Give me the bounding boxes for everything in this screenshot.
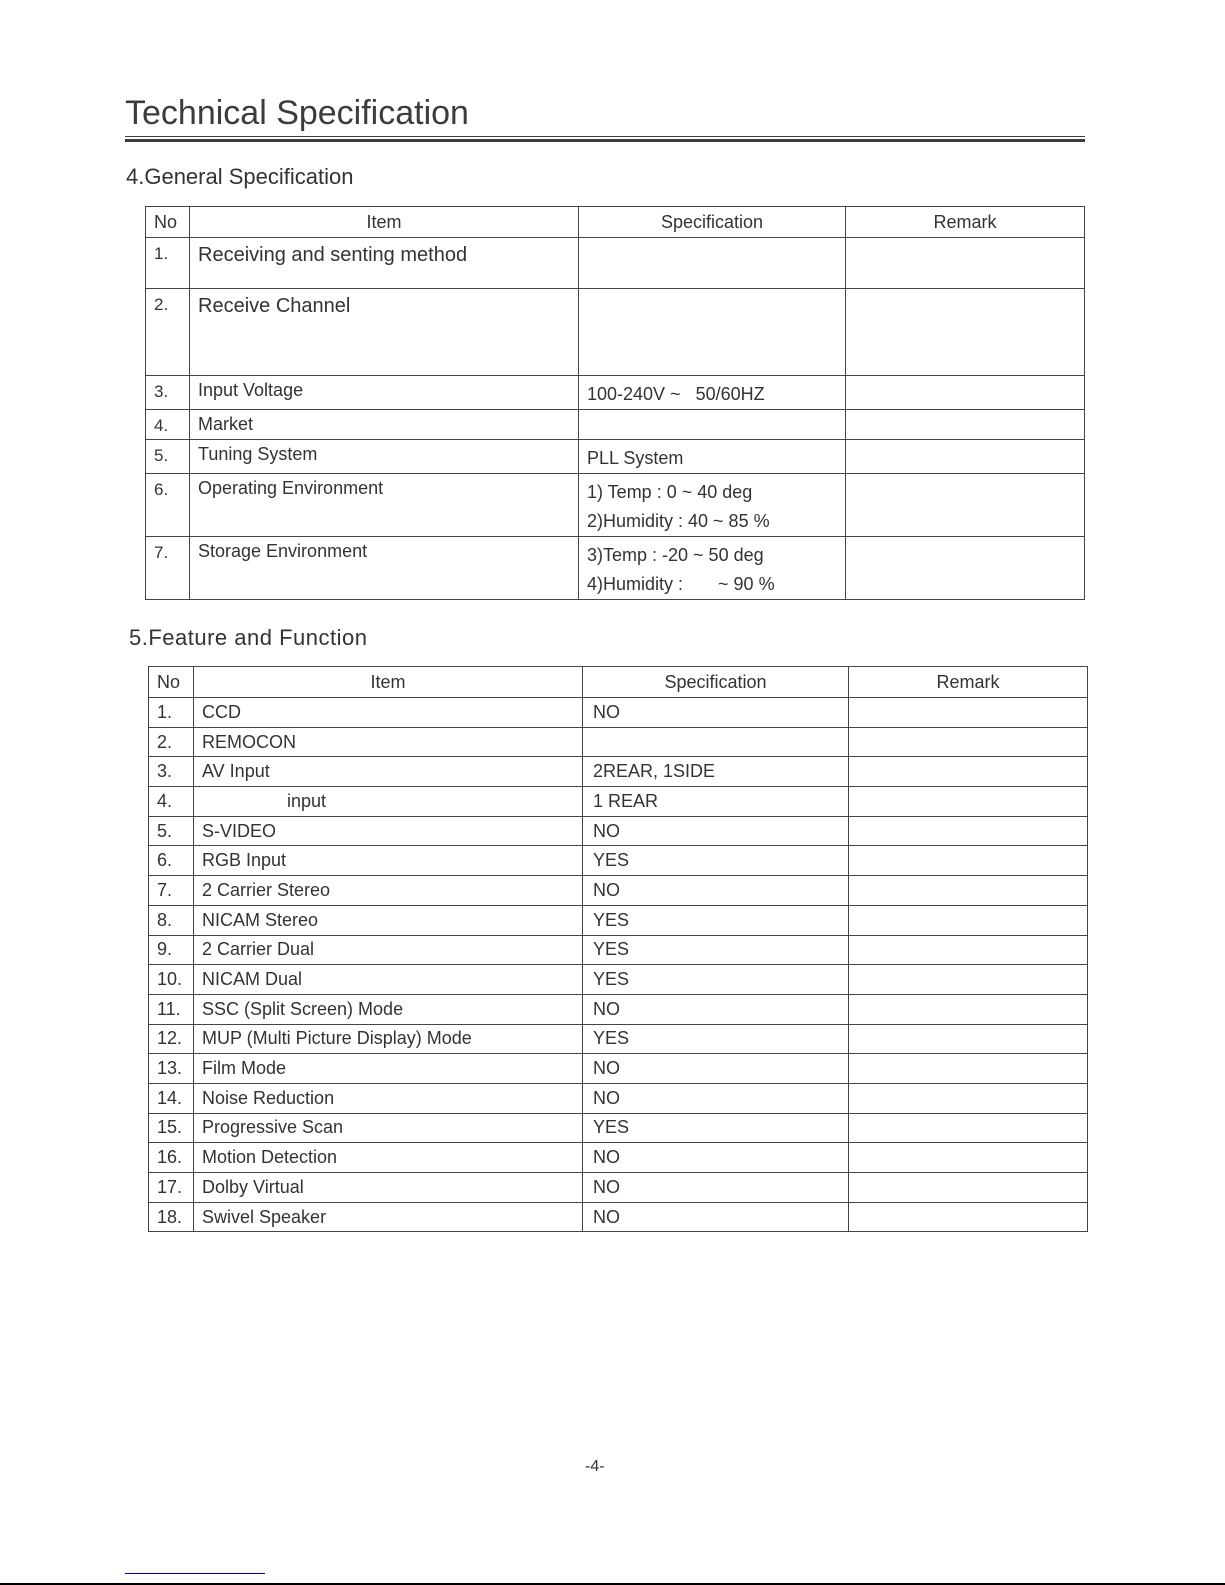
row-spec: YES	[583, 846, 849, 876]
row-no: 9.	[149, 935, 194, 965]
row-remark	[849, 1143, 1088, 1173]
row-remark	[849, 846, 1088, 876]
row-no: 6.	[149, 846, 194, 876]
row-no: 10.	[149, 965, 194, 995]
row-item: AV Input	[194, 757, 583, 787]
header-remark: Remark	[849, 667, 1088, 698]
table-row	[149, 1113, 1088, 1143]
header-spec: Specification	[579, 207, 846, 238]
table-row	[149, 876, 1088, 906]
row-no: 8.	[149, 905, 194, 935]
row-item: Receive Channel	[190, 289, 579, 376]
page-title: Technical Specification	[125, 94, 469, 132]
header-spec: Specification	[583, 667, 849, 698]
row-spec	[579, 376, 846, 410]
table-row	[149, 727, 1088, 757]
row-spec: NO	[583, 994, 849, 1024]
table-row	[149, 698, 1088, 728]
row-spec: NO	[583, 816, 849, 846]
table-row	[149, 1202, 1088, 1232]
row-spec: NO	[583, 1173, 849, 1203]
row-remark	[846, 238, 1085, 289]
row-remark	[846, 537, 1085, 600]
row-spec: NO	[583, 876, 849, 906]
row-item: Operating Environment	[190, 474, 579, 537]
table-row	[146, 440, 1085, 474]
row-no: 7.	[146, 537, 190, 600]
row-spec: 2REAR, 1SIDE	[583, 757, 849, 787]
feature-table	[148, 666, 1088, 1232]
row-item: Receiving and senting method	[190, 238, 579, 289]
row-remark	[849, 1054, 1088, 1084]
spec-line: PLL System	[587, 448, 684, 468]
row-item: S-VIDEO	[194, 816, 583, 846]
spec-line: 100-240V ~ 50/60HZ	[587, 384, 765, 404]
row-remark	[849, 1024, 1088, 1054]
row-item: input	[194, 787, 583, 817]
header-item: Item	[190, 207, 579, 238]
row-spec: NO	[583, 1202, 849, 1232]
row-no: 3.	[146, 376, 190, 410]
row-spec: YES	[583, 1024, 849, 1054]
table-row	[149, 905, 1088, 935]
table-header	[146, 207, 1085, 238]
table-row	[149, 935, 1088, 965]
row-no: 2.	[149, 727, 194, 757]
row-no: 18.	[149, 1202, 194, 1232]
row-remark	[849, 1083, 1088, 1113]
row-spec	[579, 410, 846, 440]
title-rule-thick	[125, 139, 1085, 142]
row-item: MUP (Multi Picture Display) Mode	[194, 1024, 583, 1054]
header-no: No	[146, 207, 190, 238]
general-spec-heading: 4.General Specification	[126, 164, 354, 189]
row-spec: YES	[583, 965, 849, 995]
row-item: RGB Input	[194, 846, 583, 876]
row-item: Motion Detection	[194, 1143, 583, 1173]
spec-line-2: 4)Humidity : ~ 90 %	[587, 574, 775, 594]
row-item: SSC (Split Screen) Mode	[194, 994, 583, 1024]
row-spec: NO	[583, 698, 849, 728]
row-item: Progressive Scan	[194, 1113, 583, 1143]
row-remark	[849, 1173, 1088, 1203]
row-item: Film Mode	[194, 1054, 583, 1084]
row-remark	[849, 935, 1088, 965]
row-spec: NO	[583, 1083, 849, 1113]
table-row	[149, 994, 1088, 1024]
row-remark	[846, 440, 1085, 474]
table-row	[146, 238, 1085, 289]
table-row	[149, 1083, 1088, 1113]
row-no: 3.	[149, 757, 194, 787]
row-no: 15.	[149, 1113, 194, 1143]
table-row	[149, 787, 1088, 817]
row-item: Tuning System	[190, 440, 579, 474]
row-spec: NO	[583, 1143, 849, 1173]
page-number: -4-	[585, 1458, 605, 1475]
row-item: Dolby Virtual	[194, 1173, 583, 1203]
table-row	[149, 816, 1088, 846]
row-no: 5.	[149, 816, 194, 846]
row-spec	[579, 289, 846, 376]
row-no: 5.	[146, 440, 190, 474]
title-rule	[125, 136, 1085, 137]
row-remark	[849, 757, 1088, 787]
row-remark	[846, 376, 1085, 410]
table-header	[149, 667, 1088, 698]
table-row	[149, 965, 1088, 995]
table-row	[149, 1173, 1088, 1203]
table-row	[146, 474, 1085, 537]
spec-line-2: 2)Humidity : 40 ~ 85 %	[587, 511, 770, 531]
header-no: No	[149, 667, 194, 698]
table-row	[146, 376, 1085, 410]
row-no: 12.	[149, 1024, 194, 1054]
row-spec	[579, 474, 846, 537]
row-no: 4.	[149, 787, 194, 817]
row-remark	[849, 787, 1088, 817]
row-remark	[849, 1113, 1088, 1143]
row-item: 2 Carrier Dual	[194, 935, 583, 965]
row-remark	[849, 905, 1088, 935]
row-spec	[579, 537, 846, 600]
row-item: NICAM Stereo	[194, 905, 583, 935]
row-no: 13.	[149, 1054, 194, 1084]
header-item: Item	[194, 667, 583, 698]
row-no: 1.	[149, 698, 194, 728]
row-no: 1.	[146, 238, 190, 289]
row-remark	[849, 698, 1088, 728]
table-row	[149, 846, 1088, 876]
row-no: 6.	[146, 474, 190, 537]
row-remark	[849, 816, 1088, 846]
row-remark	[849, 994, 1088, 1024]
table-row	[146, 289, 1085, 376]
row-remark	[849, 727, 1088, 757]
row-no: 14.	[149, 1083, 194, 1113]
row-item: Market	[190, 410, 579, 440]
table-row	[146, 537, 1085, 600]
row-item: NICAM Dual	[194, 965, 583, 995]
row-remark	[849, 965, 1088, 995]
row-item: 2 Carrier Stereo	[194, 876, 583, 906]
row-no: 4.	[146, 410, 190, 440]
row-item: Noise Reduction	[194, 1083, 583, 1113]
row-spec: YES	[583, 905, 849, 935]
row-remark	[846, 289, 1085, 376]
row-item: Input Voltage	[190, 376, 579, 410]
table-row	[149, 1024, 1088, 1054]
row-no: 7.	[149, 876, 194, 906]
row-spec: YES	[583, 1113, 849, 1143]
row-spec	[579, 440, 846, 474]
row-no: 2.	[146, 289, 190, 376]
row-remark	[846, 410, 1085, 440]
general-spec-table	[145, 206, 1085, 600]
row-spec: 1 REAR	[583, 787, 849, 817]
table-row	[149, 1054, 1088, 1084]
row-spec: NO	[583, 1054, 849, 1084]
row-spec: YES	[583, 935, 849, 965]
table-row	[146, 410, 1085, 440]
row-remark	[846, 474, 1085, 537]
row-item: Storage Environment	[190, 537, 579, 600]
row-no: 11.	[149, 994, 194, 1024]
spec-line: 3)Temp : -20 ~ 50 deg	[587, 545, 764, 565]
row-spec	[583, 727, 849, 757]
table-row	[149, 1143, 1088, 1173]
feature-heading: 5.Feature and Function	[129, 625, 368, 650]
link-underline	[125, 1573, 265, 1574]
row-spec	[579, 238, 846, 289]
row-item: REMOCON	[194, 727, 583, 757]
header-remark: Remark	[846, 207, 1085, 238]
row-remark	[849, 1202, 1088, 1232]
row-remark	[849, 876, 1088, 906]
table-row	[149, 757, 1088, 787]
row-item: Swivel Speaker	[194, 1202, 583, 1232]
row-no: 17.	[149, 1173, 194, 1203]
spec-line: 1) Temp : 0 ~ 40 deg	[587, 482, 753, 502]
row-no: 16.	[149, 1143, 194, 1173]
row-item: CCD	[194, 698, 583, 728]
